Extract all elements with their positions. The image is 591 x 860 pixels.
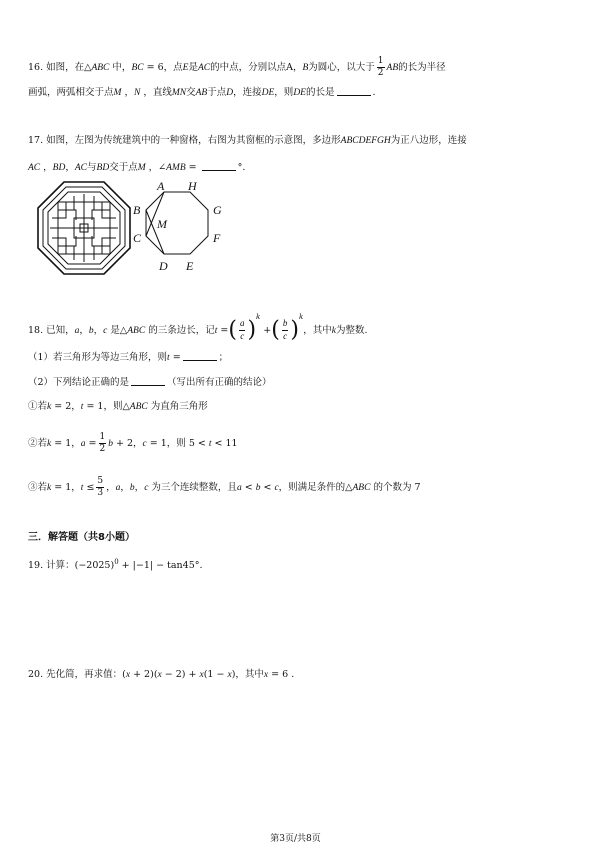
q18-part2: （2）下列结论正确的是 （写出所有正确的结论）: [28, 377, 272, 388]
window-lattice-figure: [36, 180, 132, 276]
q18-option2: ②若k = 1，a = $\frac{1}{2}$ b + 2，c = 1，则 5 < t < 11: [28, 432, 238, 454]
q18-part1: （1）若三角形为等边三角形，则t = ；: [28, 352, 229, 363]
label-f: F: [213, 231, 221, 245]
section-heading: 三．解答题（共8小题）: [28, 532, 135, 543]
q16-line2: 画弧，两弧相交于点M ，N ，直线MN交AB于点D，连接DE，则DE的长是 .: [28, 87, 376, 98]
label-h: H: [188, 182, 197, 193]
label-m: M: [157, 217, 167, 231]
label-d: D: [159, 259, 168, 273]
q19: 19. 计算：$(-2025)^0 + |-1| - \tan 45^\circ$.: [28, 558, 203, 572]
label-e: E: [186, 259, 194, 273]
q18-stem: 18. 已知，a，b，c 是△ABC 的三条边长，记t =( $\frac{a}{c}$ )$^k$ +( $\frac{b}{c}$ )$^k$，其中k为整数.: [28, 313, 368, 343]
q17-line2: AC ，BD，AC与BD交于点M ，∠AMB = °.: [28, 162, 246, 173]
octagon-figure: [128, 182, 238, 288]
label-g: G: [213, 203, 222, 217]
page-footer: 第3页/共8页: [270, 834, 321, 844]
label-a: A: [157, 182, 165, 193]
label-b: B: [133, 203, 141, 217]
q18-option1: ①若k = 2，t = 1，则△ABC 为直角三角形: [28, 401, 208, 412]
q20: 20. 先化简，再求值：(x + 2)(x − 2) + x(1 − x)，其中x = 6 .: [28, 669, 295, 680]
q17-line1: 17. 如图，左图为传统建筑中的一种窗格，右图为其窗框的示意图，多边形ABCDEFGH为正八边形，连接: [28, 135, 467, 146]
label-c: C: [133, 231, 142, 245]
q18-option3: ③若k = 1，t ≤ $\frac{5}{3}$ ，a，b，c 为三个连续整数，且a < b < c，则满足条件的△ABC 的个数为 7: [28, 476, 421, 498]
q16-line1: 16. 如图，在△ABC 中，BC = 6，点E是AC的中点，分别以点A，B为圆心，以大于 $\frac{1}{2}$ AB的长为半径: [28, 56, 446, 78]
